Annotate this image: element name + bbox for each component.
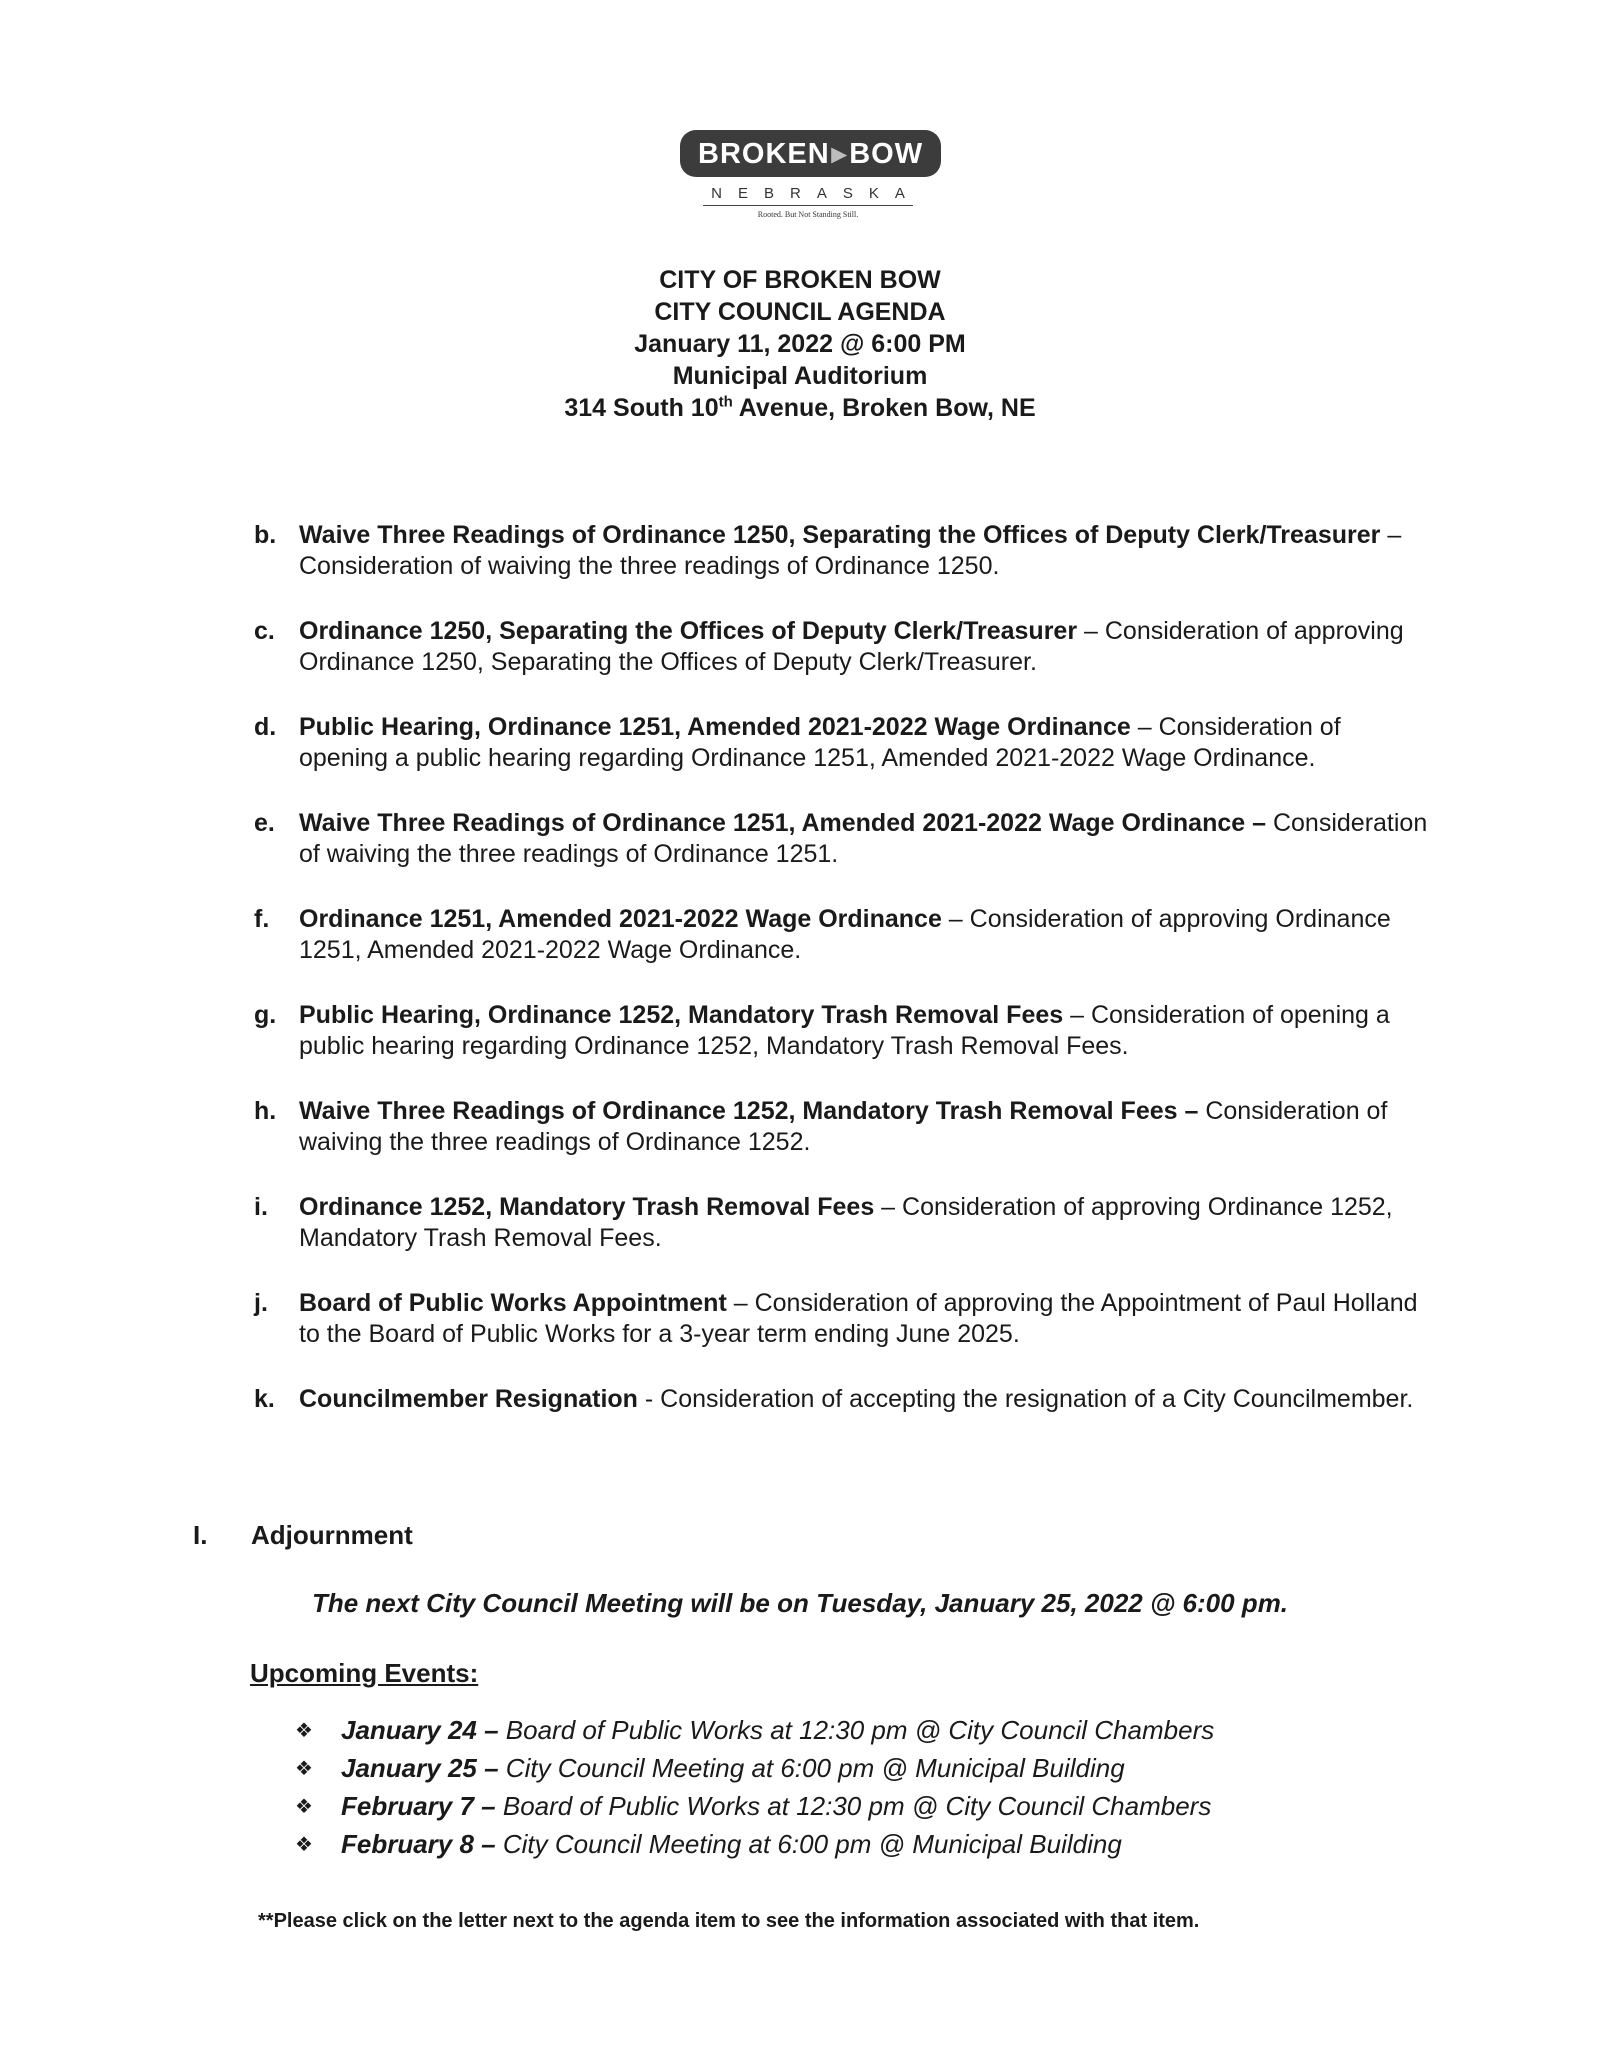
logo-name-right: BOW bbox=[849, 138, 924, 170]
section-number: I. bbox=[193, 1520, 208, 1550]
agenda-item-title: Waive Three Readings of Ordinance 1250, Separating the Offices of Deputy Clerk/Treasurer bbox=[299, 521, 1381, 549]
adjournment-section bbox=[193, 1520, 413, 1551]
event-date: January 24 – bbox=[341, 1715, 499, 1745]
agenda-item-g bbox=[254, 1000, 1434, 1062]
agenda-item-d bbox=[254, 712, 1434, 774]
event-date: February 7 – bbox=[341, 1791, 496, 1821]
agenda-item-c bbox=[254, 616, 1434, 678]
agenda-item-letter[interactable]: d. bbox=[254, 713, 277, 741]
agenda-item-letter[interactable]: f. bbox=[254, 905, 270, 933]
agenda-item-h bbox=[254, 1096, 1434, 1158]
agenda-item-b bbox=[254, 520, 1434, 582]
agenda-items bbox=[254, 520, 1434, 1449]
event-date: January 25 – bbox=[341, 1753, 499, 1783]
agenda-item-i bbox=[254, 1192, 1434, 1254]
agenda-item-description: – Consideration of approving the Appointment of Paul Holland to the Board of Public Works for a 3-year term ending June 2025. bbox=[299, 1289, 1418, 1348]
agenda-item-title: Waive Three Readings of Ordinance 1251, Amended 2021-2022 Wage Ordinance – bbox=[299, 809, 1267, 837]
agenda-item-description: Consideration of waiving the three readings of Ordinance 1252. bbox=[299, 1097, 1388, 1156]
agenda-item-description: – Consideration of opening a public hearing regarding Ordinance 1251, Amended 2021-2022 Wage Ordinance. bbox=[299, 713, 1341, 772]
agenda-item-e bbox=[254, 808, 1434, 870]
header-city: CITY OF BROKEN BOW bbox=[659, 266, 941, 294]
agenda-item-letter[interactable]: g. bbox=[254, 1001, 277, 1029]
diamond-bullet-icon: ❖ bbox=[295, 1758, 313, 1780]
event-description: Board of Public Works at 12:30 pm @ City Council Chambers bbox=[498, 1715, 1215, 1745]
agenda-item-title: Councilmember Resignation bbox=[299, 1385, 638, 1413]
event-item bbox=[295, 1788, 1214, 1826]
agenda-item-description: – Consideration of approving Ordinance 1252, Mandatory Trash Removal Fees. bbox=[299, 1193, 1393, 1252]
event-date: February 8 – bbox=[341, 1829, 496, 1859]
agenda-item-k bbox=[254, 1384, 1434, 1415]
logo-tagline: Rooted. But Not Standing Still. bbox=[757, 210, 859, 219]
agenda-item-letter[interactable]: j. bbox=[254, 1289, 268, 1317]
agenda-item-letter[interactable]: c. bbox=[254, 617, 275, 645]
logo-subtitle: NEBRASKA bbox=[711, 185, 921, 202]
agenda-item-description: – Consideration of approving Ordinance 1250, Separating the Offices of Deputy Clerk/Treasurer. bbox=[299, 617, 1404, 676]
event-description: City Council Meeting at 6:00 pm @ Municipal Building bbox=[498, 1753, 1125, 1783]
agenda-item-title: Public Hearing, Ordinance 1251, Amended 2021-2022 Wage Ordinance bbox=[299, 713, 1131, 741]
diamond-bullet-icon: ❖ bbox=[295, 1796, 313, 1818]
agenda-item-letter[interactable]: e. bbox=[254, 809, 275, 837]
header-venue: Municipal Auditorium bbox=[672, 362, 928, 390]
agenda-item-description: - Consideration of accepting the resignation of a City Councilmember. bbox=[637, 1385, 1414, 1413]
header-address: 314 South 10th Avenue, Broken Bow, NE bbox=[564, 393, 1036, 422]
agenda-item-description: – Consideration of waiving the three readings of Ordinance 1250. bbox=[299, 521, 1402, 580]
agenda-item-j bbox=[254, 1288, 1434, 1350]
agenda-item-description: Consideration of waiving the three readings of Ordinance 1251. bbox=[299, 809, 1428, 868]
agenda-item-title: Waive Three Readings of Ordinance 1252, Mandatory Trash Removal Fees – bbox=[299, 1097, 1199, 1125]
agenda-item-f bbox=[254, 904, 1434, 966]
agenda-item-title: Ordinance 1251, Amended 2021-2022 Wage Ordinance bbox=[299, 905, 942, 933]
header-date: January 11, 2022 @ 6:00 PM bbox=[634, 330, 966, 358]
section-label: Adjournment bbox=[251, 1520, 413, 1550]
upcoming-events-list bbox=[295, 1712, 1214, 1864]
agenda-item-description: – Consideration of approving Ordinance 1251, Amended 2021-2022 Wage Ordinance. bbox=[299, 905, 1391, 964]
event-description: City Council Meeting at 6:00 pm @ Municipal Building bbox=[495, 1829, 1122, 1859]
next-meeting-notice: The next City Council Meeting will be on Tuesday, January 25, 2022 @ 6:00 pm. bbox=[311, 1588, 1289, 1618]
event-item bbox=[295, 1712, 1214, 1750]
logo-name-left: BROKEN bbox=[698, 138, 830, 170]
header-title: CITY COUNCIL AGENDA bbox=[654, 298, 946, 326]
footnote: **Please click on the letter next to the agenda item to see the information associated with that item. bbox=[258, 1910, 1200, 1932]
agenda-item-letter[interactable]: i. bbox=[254, 1193, 268, 1221]
agenda-item-letter[interactable]: h. bbox=[254, 1097, 277, 1125]
logo-arrow-icon: ▸ bbox=[831, 138, 848, 170]
agenda-item-title: Public Hearing, Ordinance 1252, Mandatory Trash Removal Fees bbox=[299, 1001, 1064, 1029]
event-item bbox=[295, 1750, 1214, 1788]
diamond-bullet-icon: ❖ bbox=[295, 1834, 313, 1856]
agenda-item-title: Board of Public Works Appointment bbox=[299, 1289, 727, 1317]
agenda-item-letter[interactable]: k. bbox=[254, 1385, 275, 1413]
logo-badge bbox=[680, 130, 941, 177]
event-description: Board of Public Works at 12:30 pm @ City Council Chambers bbox=[495, 1791, 1212, 1821]
agenda-item-title: Ordinance 1252, Mandatory Trash Removal Fees bbox=[299, 1193, 875, 1221]
agenda-item-title: Ordinance 1250, Separating the Offices of Deputy Clerk/Treasurer bbox=[299, 617, 1078, 645]
agenda-item-letter[interactable]: b. bbox=[254, 521, 277, 549]
logo-divider bbox=[703, 205, 913, 206]
city-logo bbox=[680, 130, 936, 219]
agenda-item-description: – Consideration of opening a public hearing regarding Ordinance 1252, Mandatory Trash Removal Fees. bbox=[299, 1001, 1390, 1060]
upcoming-events-heading: Upcoming Events: bbox=[250, 1658, 479, 1688]
diamond-bullet-icon: ❖ bbox=[295, 1720, 313, 1742]
agenda-header bbox=[0, 264, 1600, 424]
event-item bbox=[295, 1826, 1214, 1864]
